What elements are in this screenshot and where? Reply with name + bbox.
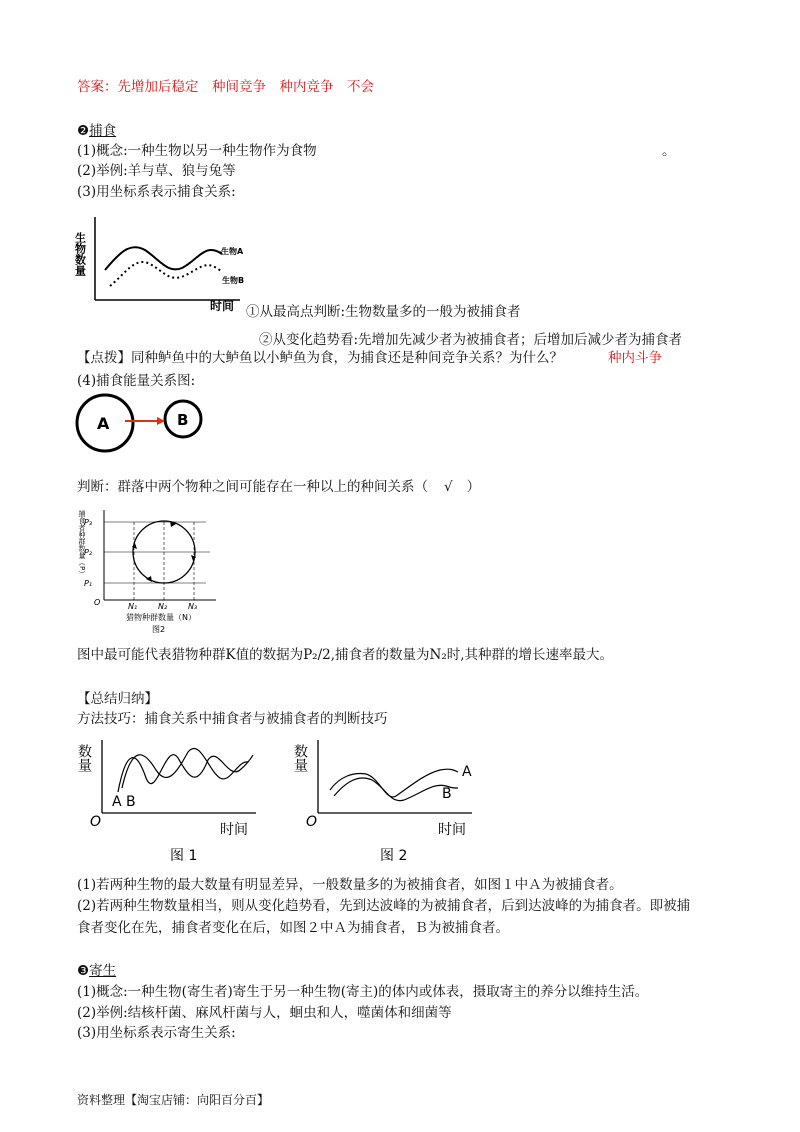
heading-number-icon: ❷ xyxy=(77,123,90,139)
heading-number-icon: ❸ xyxy=(77,963,90,979)
p3-tick: P₃ xyxy=(84,518,93,527)
fig2-caption: 图2 xyxy=(152,625,166,634)
predation-example: (2)举例:羊与草、狼与兔等 xyxy=(77,163,236,179)
summary-figure-1 xyxy=(78,730,268,865)
graph1-series-b: 生物B xyxy=(222,276,245,285)
judgment-close: ） xyxy=(466,479,481,495)
summary-fig2-xlabel: 时间 xyxy=(438,822,466,838)
fig2-ylabel: 捕食者种群数量（P） xyxy=(78,510,86,578)
summary-fig2-caption: 图 2 xyxy=(380,848,408,864)
judgment-line xyxy=(77,478,480,496)
answer-line: 答案：先增加后稳定 种间竞争 种内竞争 不会 xyxy=(77,79,374,95)
summary-fig1-xlabel: 时间 xyxy=(220,822,248,838)
tip-text: 同种鲈鱼中的大鲈鱼以小鲈鱼为食，为捕食还是种间竞争关系？为什么？ xyxy=(131,350,563,366)
summary-fig1-ylabel: 数量 xyxy=(76,744,92,772)
parasitism-coord-intro: (3)用坐标系表示寄生关系: xyxy=(77,1025,236,1041)
tip-line xyxy=(77,349,563,367)
predation-concept: (1)概念:一种生物以另一种生物作为食物 xyxy=(77,143,317,159)
predation-graph xyxy=(70,212,250,322)
summary-fig2-label-a: A xyxy=(462,764,472,780)
fig2-explanation: 图中最可能代表猎物种群K值的数据为P₂/2,捕食者的数量为N₂时,其种群的增长速率最大。 xyxy=(77,647,614,663)
parasitism-heading xyxy=(77,962,116,980)
fig2-xlabel: 猎物种群数量（N） xyxy=(126,613,196,622)
tip-label: 【点拨】 xyxy=(77,350,131,366)
summary-title: 【总结归纳】 xyxy=(77,691,158,707)
summary-point-2b: 食者变化在先，捕食者变化在后，如图２中Ａ为捕食者，Ｂ为被捕食者。 xyxy=(77,920,509,936)
n3-tick: N₃ xyxy=(188,602,198,611)
tip-answer: 种内斗争 xyxy=(608,350,662,366)
predation-concept-end: 。 xyxy=(662,143,676,159)
p2-tick: P₂ xyxy=(84,548,93,557)
summary-method: 方法技巧：捕食关系中捕食者与被捕食者的判断技巧 xyxy=(77,711,388,727)
summary-fig2-ylabel: 数量 xyxy=(292,744,308,772)
predation-heading xyxy=(77,122,116,140)
p1-tick: P₁ xyxy=(84,579,93,588)
energy-diagram xyxy=(75,393,215,458)
n1-tick: N₁ xyxy=(128,602,138,611)
graph1-series-a: 生物A xyxy=(221,247,244,256)
n2-tick: N₂ xyxy=(158,602,168,611)
judge-trend: ②从变化趋势看:先增加先减少者为被捕食者；后增加后减少者为捕食者 xyxy=(259,332,683,348)
parasitism-example: (2)举例:结核杆菌、麻风杆菌与人，蛔虫和人，噬菌体和细菌等 xyxy=(77,1005,452,1021)
graph1-xlabel: 时间 xyxy=(210,299,235,313)
graph1-ylabel: 生物数量 xyxy=(73,232,87,276)
energy-intro: (4)捕食能量关系图: xyxy=(77,373,196,389)
parasitism-heading-text: 寄生 xyxy=(89,963,117,979)
summary-figure-2 xyxy=(294,730,484,865)
summary-fig1-labels: A B xyxy=(112,794,136,810)
predator-prey-cycle-figure xyxy=(76,505,226,640)
page-footer: 资料整理【淘宝店铺：向阳百分百】 xyxy=(77,1093,270,1107)
judge-highest-point: ①从最高点判断:生物数量多的一般为被捕食者 xyxy=(246,304,521,320)
parasitism-concept: (1)概念:一种生物(寄生者)寄生于另一种生物(寄主)的体内或体表，摄取寄主的养分以维持生活。 xyxy=(77,984,649,1000)
summary-point-2a: (2)若两种生物数量相当，则从变化趋势看，先到达波峰的为被捕食者，后到达波峰的为捕食者。即被捕 xyxy=(77,898,691,914)
summary-fig1-origin: O xyxy=(90,814,102,830)
predation-coord-intro: (3)用坐标系表示捕食关系: xyxy=(77,184,236,200)
fig2-origin: O xyxy=(94,598,101,607)
summary-point-1: (1)若两种生物的最大数量有明显差异，一般数量多的为被捕食者，如图１中Ａ为被捕食者。 xyxy=(77,877,623,893)
summary-fig2-label-b: B xyxy=(442,786,452,802)
summary-fig1-caption: 图 1 xyxy=(170,848,198,864)
energy-node-a: A xyxy=(97,414,110,433)
predation-heading-text: 捕食 xyxy=(89,123,117,139)
energy-node-b: B xyxy=(177,411,189,429)
judgment-text: 判断：群落中两个物种之间可能存在一种以上的种间关系（ xyxy=(77,479,428,495)
summary-fig2-origin: O xyxy=(306,814,318,830)
judgment-mark: √ xyxy=(444,479,453,495)
